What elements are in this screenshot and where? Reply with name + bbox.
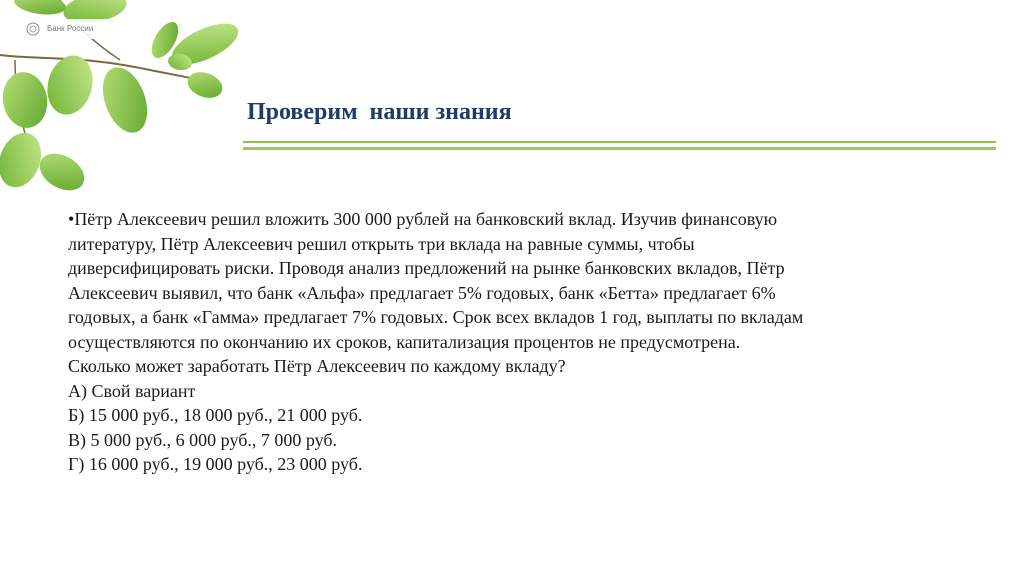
slide-title: Проверим наши знания — [247, 99, 512, 125]
answer-option-g: Г) 16 000 руб., 19 000 руб., 23 000 руб. — [68, 454, 363, 474]
bank-of-russia-emblem-icon — [26, 22, 40, 36]
task-line: диверсифицировать риски. Проводя анализ предложений на рынке банковских вкладов, Пётр — [68, 258, 785, 278]
task-line: осуществляются по окончанию их сроков, капитализация процентов не предусмотрена. — [68, 331, 741, 352]
title-divider-top — [243, 141, 996, 143]
bullet: • — [68, 209, 75, 229]
task-text — [68, 207, 968, 379]
task-line: Алексеевич выявил, что банк «Альфа» предлагает 5% годовых, банк «Бетта» предлагает 6% — [68, 282, 776, 303]
task-question: Сколько может заработать Пётр Алексеевич по каждому вкладу? — [68, 356, 566, 376]
logo-text: Банк России — [47, 24, 94, 33]
title-divider-bottom — [243, 147, 996, 150]
answer-option-a: А) Свой вариант — [68, 380, 196, 401]
task-line: годовых, а банк «Гамма» предлагает 7% годовых. Срок всех вкладов 1 год, выплаты по вкладам — [68, 307, 804, 327]
answer-option-b: Б) 15 000 руб., 18 000 руб., 21 000 руб. — [68, 405, 363, 425]
task-line: литературу, Пётр Алексеевич решил открыть три вклада на равные суммы, чтобы — [68, 233, 695, 254]
answer-option-v: В) 5 000 руб., 6 000 руб., 7 000 руб. — [68, 429, 338, 450]
task-line: Пётр Алексеевич решил вложить 300 000 рублей на банковский вклад. Изучив финансовую — [74, 209, 778, 229]
task-content — [68, 207, 968, 477]
